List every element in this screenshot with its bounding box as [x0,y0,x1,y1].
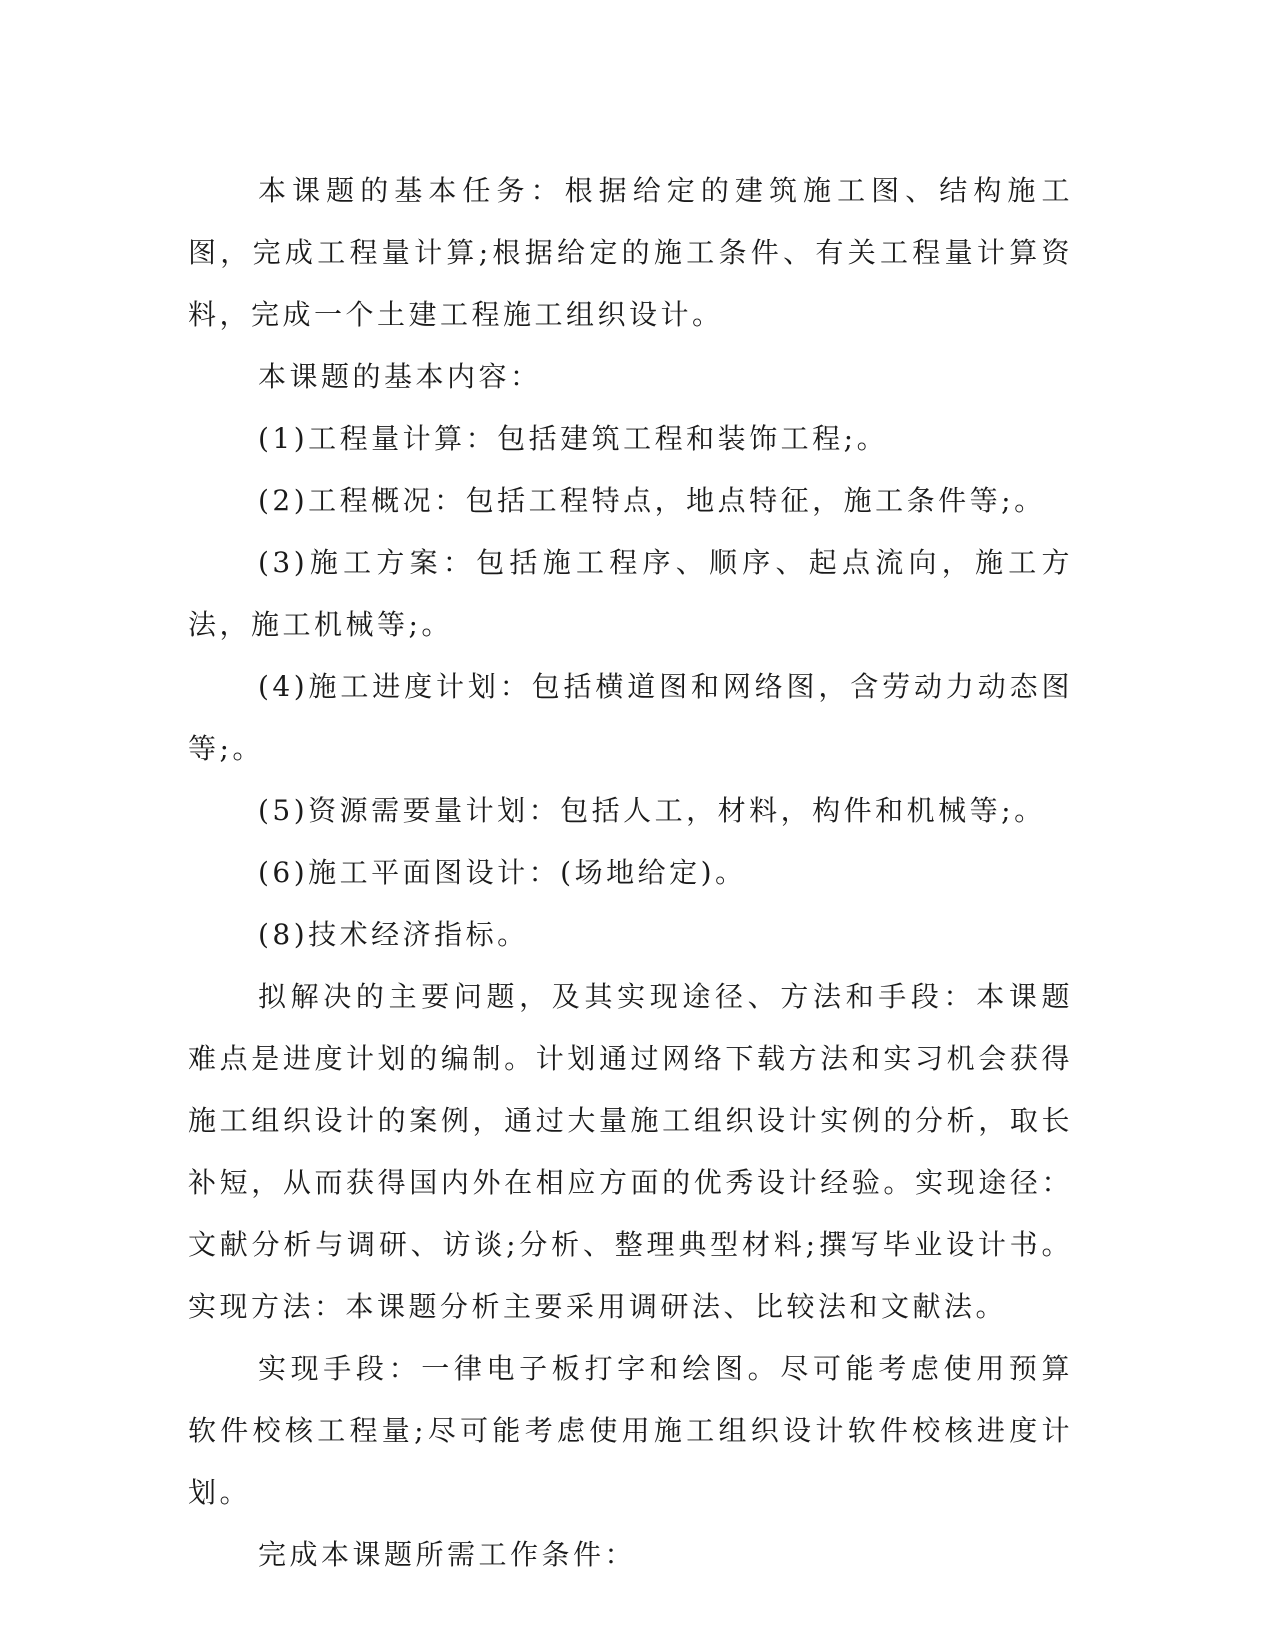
paragraph-basic-content-heading: 本课题的基本内容： [258,360,542,393]
document-page [188,160,1073,1586]
list-item-schedule-plan: (4)施工进度计划：包括横道图和网络图，含劳动力动态图等;。 [188,670,1073,765]
list-item-resource-plan: (5)资源需要量计划：包括人工，材料，构件和机械等;。 [258,794,1046,827]
list-item-quantity-calculation: (1)工程量计算：包括建筑工程和装饰工程;。 [258,422,889,455]
paragraph-working-conditions: 完成本课题所需工作条件： [258,1538,637,1571]
list-item-project-overview: (2)工程概况：包括工程特点，地点特征，施工条件等;。 [258,484,1046,517]
paragraph-implementation-means: 实现手段：一律电子板打字和绘图。尽可能考虑使用预算软件校核工程量;尽可能考虑使用施工组织设计软件校核进度计划。 [188,1352,1073,1509]
paragraph-basic-task: 本课题的基本任务：根据给定的建筑施工图、结构施工图，完成工程量计算;根据给定的施工条件、有关工程量计算资料，完成一个土建工程施工组织设计。 [188,174,1073,331]
list-item-economic-indicators: (8)技术经济指标。 [258,918,529,951]
paragraph-main-problems: 拟解决的主要问题，及其实现途径、方法和手段：本课题难点是进度计划的编制。计划通过网络下载方法和实习机会获得施工组织设计的案例，通过大量施工组织设计实例的分析，取长补短，从而获得国内外在相应方面的优秀设计经验。实现途径：文献分析与调研、访谈;分析、整理典型材料;撰写毕业设计书。实现方法：本课题分析主要采用调研法、比较法和文献法。 [188,980,1073,1323]
list-item-site-plan-design: (6)施工平面图设计：(场地给定)。 [258,856,747,889]
list-item-construction-plan: (3)施工方案：包括施工程序、顺序、起点流向，施工方法，施工机械等;。 [188,546,1073,641]
